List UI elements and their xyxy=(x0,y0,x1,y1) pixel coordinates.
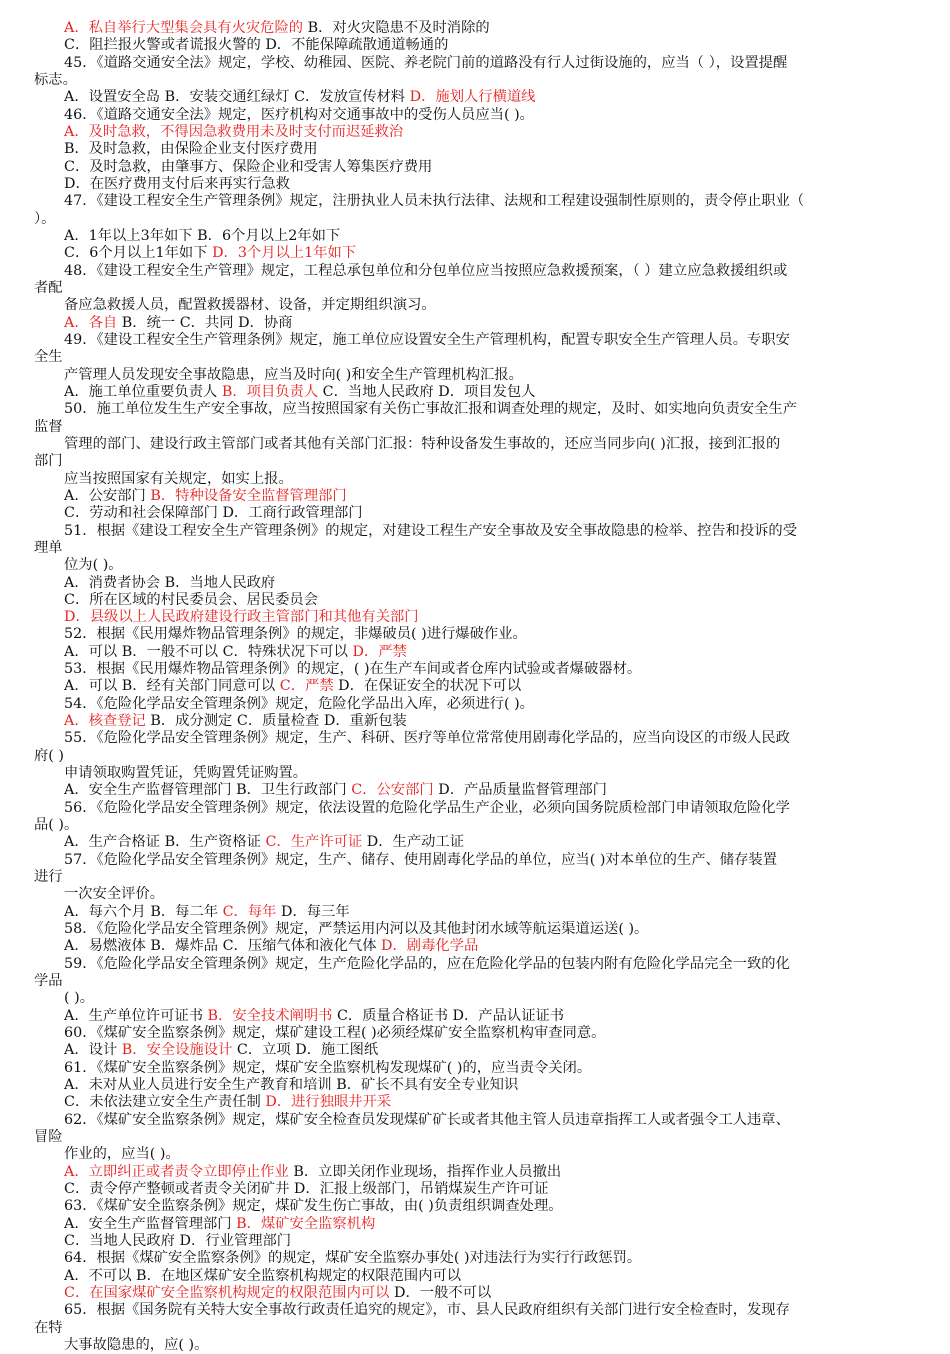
question-text: C．责令停产整顿或者责令关闭矿井 D．汇报上级部门，吊销煤炭生产许可证 xyxy=(64,1180,549,1197)
text-line xyxy=(0,401,950,418)
question-text: 部门 xyxy=(34,453,63,470)
answer-text: B．煤矿安全监察机构 xyxy=(236,1215,376,1232)
question-text: A．设置安全岛 B．安装交通红绿灯 C．发放宣传材料 xyxy=(64,89,410,106)
text-line xyxy=(0,1250,950,1267)
text-line xyxy=(0,973,950,990)
answer-text: B．特种设备安全监督管理部门 xyxy=(150,487,347,504)
answer-text: A．及时急救，不得因急救费用未及时支付而迟延救治 xyxy=(64,123,404,140)
text-line xyxy=(0,1094,950,1111)
question-text: D．每三年 xyxy=(276,903,350,920)
text-line xyxy=(0,453,950,470)
question-text: D．生产动工证 xyxy=(362,834,465,851)
text-line xyxy=(0,297,950,314)
text-line xyxy=(0,1302,950,1319)
answer-text: D．县级以上人民政府建设行政主管部门和其他有关部门 xyxy=(64,609,419,626)
question-text: C．未依法建立安全生产责任制 xyxy=(64,1094,266,1111)
answer-text: B．安全技术阐明书 xyxy=(207,1007,333,1024)
question-text: D．一般不可以 xyxy=(389,1284,492,1301)
question-text: C．6个月以上1年如下 xyxy=(64,245,213,262)
question-text: 55．《危险化学品安全管理条例》规定，生产、科研、医疗等单位常常使用剧毒化学品的，应当向设区的市级人民政 xyxy=(64,730,790,747)
text-line xyxy=(0,782,950,799)
answer-text: A．核查登记 xyxy=(64,713,146,730)
question-text: 49．《建设工程安全生产管理条例》规定，施工单位应设置安全生产管理机构，配置专职安全生产管理人员。专职安 xyxy=(64,331,790,348)
text-line xyxy=(0,107,950,124)
text-line xyxy=(0,436,950,453)
text-line xyxy=(0,1077,950,1094)
text-line xyxy=(0,1008,950,1025)
text-line xyxy=(0,540,950,557)
question-text: 50．施工单位发生生产安全事故，应当按照国家有关伤亡事故汇报和调查处理的规定，及时、如实地向负责安全生产 xyxy=(64,401,798,418)
question-text: 65．根据《国务院有关特大安全事故行政责任追究的规定》，市、县人民政府组织有关部门进行安全检查时，发现存 xyxy=(64,1302,790,1319)
text-line xyxy=(0,349,950,366)
question-text: 应当按照国家有关规定，如实上报。 xyxy=(64,470,293,487)
question-text: A．可以 B．一般不可以 C．特殊状况下可以 xyxy=(64,643,353,660)
text-line xyxy=(0,730,950,747)
text-line xyxy=(0,211,950,228)
text-line xyxy=(0,626,950,643)
question-text: B．立即关闭作业现场，指挥作业人员撤出 xyxy=(288,1163,562,1180)
question-text: 45．《道路交通安全法》规定，学校、幼稚园、医院、养老院门前的道路没有行人过街设施的，应当（ ），设置提醒 xyxy=(64,54,788,71)
text-line xyxy=(0,505,950,522)
text-line xyxy=(0,89,950,106)
question-text: C．及时急救，由肇事方、保险企业和受害人筹集医疗费用 xyxy=(64,158,433,175)
text-line xyxy=(0,921,950,938)
answer-text: C．生产许可证 xyxy=(265,834,363,851)
text-line xyxy=(0,661,950,678)
question-text: A．易燃液体 B．爆炸品 C．压缩气体和液化气体 xyxy=(64,938,382,955)
answer-text: D．严禁 xyxy=(352,643,407,660)
question-text: A．消费者协会 B．当地人民政府 xyxy=(64,574,276,591)
question-text: D．在保证安全的状况下可以 xyxy=(333,678,522,695)
question-text: B．统一 C．共同 D．协商 xyxy=(117,314,293,331)
question-text: 54．《危险化学品安全管理条例》规定，危险化学品出入库，必须进行( )。 xyxy=(64,695,534,712)
question-text: 品( )。 xyxy=(34,817,79,834)
text-line xyxy=(0,1198,950,1215)
text-line xyxy=(0,367,950,384)
text-line xyxy=(0,1129,950,1146)
answer-text: D．施划人行横道线 xyxy=(409,89,536,106)
text-line xyxy=(0,1320,950,1337)
text-line xyxy=(0,852,950,869)
answer-text: D．3个月以上1年如下 xyxy=(212,245,357,262)
question-text: C．质量合格证书 D．产品认证证书 xyxy=(332,1007,565,1024)
question-text: A．每六个月 B．每二年 xyxy=(64,903,223,920)
question-text: 标志。 xyxy=(34,71,77,88)
text-line xyxy=(0,956,950,973)
text-line xyxy=(0,765,950,782)
answer-text: D．剧毒化学品 xyxy=(381,938,479,955)
question-text: 59．《危险化学品安全管理条例》规定，生产危险化学品的，应在危险化学品的包装内附有危险化学品完全一致的化 xyxy=(64,955,790,972)
answer-text: C．每年 xyxy=(222,903,277,920)
text-line xyxy=(0,678,950,695)
text-line xyxy=(0,575,950,592)
question-text: B．对火灾隐患不及时消除的 xyxy=(303,20,490,36)
question-text: 备应急救援人员，配置救援器材、设备，并定期组织演习。 xyxy=(64,297,436,314)
question-text: 全生 xyxy=(34,349,63,366)
question-text: 一次安全评价。 xyxy=(64,886,165,903)
text-line xyxy=(0,1181,950,1198)
question-text: 47．《建设工程安全生产管理条例》规定，注册执业人员未执行法律、法规和工程建设强制性原则的，责令停止职业（ xyxy=(64,193,805,210)
answer-text: D．进行独眼井开采 xyxy=(265,1094,392,1111)
text-line xyxy=(0,800,950,817)
text-line xyxy=(0,644,950,661)
text-line xyxy=(0,886,950,903)
text-line xyxy=(0,1337,950,1354)
text-line xyxy=(0,176,950,193)
text-line xyxy=(0,419,950,436)
text-line xyxy=(0,332,950,349)
question-text: 进行 xyxy=(34,869,63,886)
text-line xyxy=(0,1233,950,1250)
text-line xyxy=(0,1216,950,1233)
question-text: 61．《煤矿安全监察条例》规定，煤矿安全监察机构发现煤矿( )的，应当责令关闭。 xyxy=(64,1059,592,1076)
question-text: 52．根据《民用爆炸物品管理条例》的规定，非爆破员( )进行爆破作业。 xyxy=(64,626,527,643)
text-line xyxy=(0,609,950,626)
question-text: A．未对从业人员进行安全生产教育和培训 B．矿长不具有安全专业知识 xyxy=(64,1077,519,1094)
text-line xyxy=(0,557,950,574)
text-line xyxy=(0,20,950,37)
text-line xyxy=(0,523,950,540)
answer-text: B．安全设施设计 xyxy=(121,1042,233,1059)
text-line xyxy=(0,37,950,54)
text-line xyxy=(0,245,950,262)
text-line xyxy=(0,488,950,505)
text-line xyxy=(0,228,950,245)
text-line xyxy=(0,471,950,488)
question-text: D．在医疗费用支付后来再实行急救 xyxy=(64,175,290,192)
text-line xyxy=(0,990,950,1007)
text-line xyxy=(0,1164,950,1181)
text-line xyxy=(0,72,950,89)
text-line xyxy=(0,1146,950,1163)
question-text: ）。 xyxy=(34,210,56,227)
question-text: C．劳动和社会保障部门 D．工商行政管理部门 xyxy=(64,505,363,522)
text-line xyxy=(0,193,950,210)
text-line xyxy=(0,1042,950,1059)
text-line xyxy=(0,280,950,297)
question-text: C．所在区域的村民委员会、居民委员会 xyxy=(64,591,318,608)
question-text: 监督 xyxy=(34,418,63,435)
question-text: A．生产单位许可证书 xyxy=(64,1007,208,1024)
question-text: 冒险 xyxy=(34,1129,63,1145)
question-text: 者配 xyxy=(34,279,63,296)
question-text: 管理的部门、建设行政主管部门或者其他有关部门汇报：特种设备发生事故的，还应当同步向( )汇报，接到汇报的 xyxy=(64,435,781,452)
text-line xyxy=(0,159,950,176)
question-text: 位为( )。 xyxy=(64,557,123,574)
question-text: 大事故隐患的，应( )。 xyxy=(64,1336,209,1353)
question-text: ( )。 xyxy=(64,990,94,1007)
question-text: 46．《道路交通安全法》规定，医疗机构对交通事故中的受伤人员应当( )。 xyxy=(64,106,534,123)
answer-text: C．严禁 xyxy=(279,678,334,695)
question-text: C．立项 D．施工图纸 xyxy=(232,1042,379,1059)
text-line xyxy=(0,904,950,921)
text-line xyxy=(0,141,950,158)
question-text: 58．《危险化学品安全管理条例》规定，严禁运用内河以及其他封闭水域等航运渠道运送( )。 xyxy=(64,921,649,938)
text-line xyxy=(0,55,950,72)
question-text: A．设计 xyxy=(64,1042,122,1059)
question-text: 学品 xyxy=(34,973,63,990)
question-text: B．成分测定 C．质量检查 D．重新包装 xyxy=(145,713,407,730)
question-text: 作业的，应当( )。 xyxy=(64,1146,180,1163)
text-line xyxy=(0,748,950,765)
text-line xyxy=(0,1112,950,1129)
question-text: A．公安部门 xyxy=(64,487,151,504)
question-text: A．施工单位重要负责人 xyxy=(64,383,222,400)
question-text: 57．《危险化学品安全管理条例》规定，生产、储存、使用剧毒化学品的单位，应当( )对本单位的生产、储存装置 xyxy=(64,851,777,868)
question-text: 56．《危险化学品安全管理条例》规定，依法设置的危险化学品生产企业，必须向国务院质检部门申请领取危险化学 xyxy=(64,799,790,816)
answer-text: C．在国家煤矿安全监察机构规定的权限范围内可以 xyxy=(64,1284,390,1301)
question-text: A．可以 B．经有关部门同意可以 xyxy=(64,678,280,695)
question-text: C．当地人民政府 D．行业管理部门 xyxy=(64,1232,292,1249)
question-text: 51．根据《建设工程安全生产管理条例》的规定，对建设工程生产安全事故及安全事故隐患的检举、控告和投诉的受 xyxy=(64,522,798,539)
text-line xyxy=(0,938,950,955)
answer-text: B．项目负责人 xyxy=(221,383,319,400)
question-text: D．产品质量监督管理部门 xyxy=(433,782,607,799)
question-text: 48．《建设工程安全生产管理》规定，工程总承包单位和分包单位应当按照应急救援预案，（ ）建立应急救援组织或 xyxy=(64,262,788,279)
text-line xyxy=(0,315,950,332)
text-line xyxy=(0,817,950,834)
question-text: 62．《煤矿安全监察条例》规定，煤矿安全检查员发现煤矿矿长或者其他主管人员违章指挥工人或者强令工人违章、 xyxy=(64,1111,790,1128)
question-text: A．不可以 B．在地区煤矿安全监察机构规定的权限范围内可以 xyxy=(64,1267,462,1284)
text-line xyxy=(0,696,950,713)
text-line xyxy=(0,869,950,886)
question-text: A．安全生产监督管理部门 xyxy=(64,1215,237,1232)
question-text: B．及时急救，由保险企业支付医疗费用 xyxy=(64,141,318,158)
answer-text: A．私自举行大型集会具有火灾危险的 xyxy=(64,20,304,36)
question-text: 申请领取购置凭证，凭购置凭证购置。 xyxy=(64,765,308,782)
question-text: 理单 xyxy=(34,539,63,556)
question-text: 63．《煤矿安全监察条例》规定，煤矿发生伤亡事故，由( )负责组织调查处理。 xyxy=(64,1198,563,1215)
text-line xyxy=(0,592,950,609)
question-text: 府( ) xyxy=(34,747,64,764)
text-line xyxy=(0,263,950,280)
text-line xyxy=(0,1285,950,1302)
question-text: C．当地人民政府 D．项目发包人 xyxy=(318,383,536,400)
question-text: A．安全生产监督管理部门 B．卫生行政部门 xyxy=(64,782,352,799)
answer-text: A．各自 xyxy=(64,314,118,331)
question-text: C．阻拦报火警或者谎报火警的 D．不能保障疏散通道畅通的 xyxy=(64,37,449,54)
text-line xyxy=(0,384,950,401)
text-line xyxy=(0,1060,950,1077)
question-text: 60．《煤矿安全监察条例》规定，煤矿建设工程( )必须经煤矿安全监察机构审查同意。 xyxy=(64,1025,606,1042)
text-line xyxy=(0,713,950,730)
answer-text: C．公安部门 xyxy=(351,782,434,799)
question-text: 在特 xyxy=(34,1319,63,1336)
text-line xyxy=(0,1268,950,1285)
question-text: A．生产合格证 B．生产资格证 xyxy=(64,834,266,851)
answer-text: A．立即纠正或者责令立即停止作业 xyxy=(64,1163,289,1180)
question-text: A．1年以上3年如下 B．6个月以上2年如下 xyxy=(64,227,341,244)
text-line xyxy=(0,124,950,141)
question-text: 53．根据《民用爆炸物品管理条例》的规定，( )在生产车间或者仓库内试验或者爆破器材。 xyxy=(64,661,642,678)
question-text: 产管理人员发现安全事故隐患，应当及时向( )和安全生产管理机构汇报。 xyxy=(64,366,523,383)
text-line xyxy=(0,1025,950,1042)
document-body xyxy=(0,20,950,1354)
text-line xyxy=(0,834,950,851)
question-text: 64．根据《煤矿安全监察条例》的规定，煤矿安全监察办事处( )对违法行为实行行政惩罚。 xyxy=(64,1250,642,1267)
